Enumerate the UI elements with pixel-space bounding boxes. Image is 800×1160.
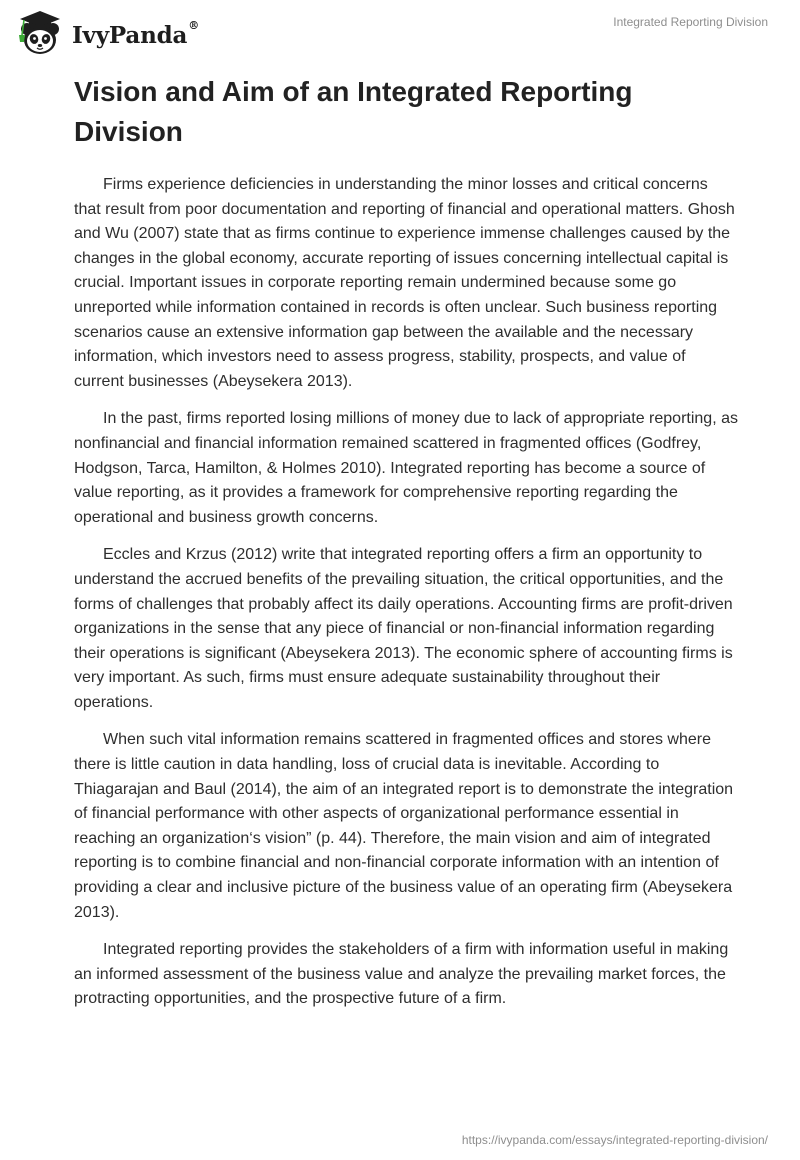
article-paragraph: When such vital information remains scattered in fragmented offices and stores where there is little caution in data handling, loss of crucial data is inevitable. According to Thiagarajan and Baul (2014), the aim of an integrated report is to demonstrate the integration of financial performance with other aspects of organizational performance essential in reaching an organization‘s vision” (p. 44). Therefore, the main vision and aim of integrated reporting is to combine financial and non-financial corporate information with an intention of providing a clear and inclusive picture of the business value of an operating firm (Abeysekera 2013). [74,731,734,921]
brand-logo[interactable] [14,8,199,58]
page-header [0,0,800,70]
article-paragraph: Eccles and Krzus (2012) write that integrated reporting offers a firm an opportunity to understand the accrued benefits of the prevailing situation, the critical opportunities, and the forms of challenges that probably affect its daily operations. Accounting firms are profit-driven organizations in the sense that any piece of financial or non-financial information regarding their operations is significant (Abeysekera 2013). The economic sphere of accounting firms is very important. As such, firms must ensure adequate sustainability throughout their operations. [74,546,733,711]
panda-graduation-cap-icon [14,8,66,58]
article-paragraph: In the past, firms reported losing millions of money due to lack of appropriate reporting, as nonfinancial and financial information remained scattered in fragmented offices (Godfrey, Hodgson, Tarca, Hamilton, & Holmes 2010). Integrated reporting has become a source of value reporting, as it provides a framework for comprehensive reporting regarding the operational and business growth concerns. [74,410,738,526]
brand-name [72,18,199,49]
registered-mark: ® [188,18,199,32]
document-header-title: Integrated Reporting Division [613,15,768,29]
brand-name-text: IvyPanda [72,21,188,49]
article-paragraph: Firms experience deficiencies in understanding the minor losses and critical concerns that result from poor documentation and reporting of financial and operational matters. Ghosh and Wu (2007) state that as firms continue to experience immense challenges caused by the changes in the global economy, accurate reporting of issues concerning intellectual capital is crucial. Important issues in corporate reporting remain undermined because some go unreported while information contained in records is often unclear. Such business reporting scenarios cause an extensive information gap between the available and the necessary information, which investors need to assess progress, stability, prospects, and value of current businesses (Abeysekera 2013). [74,176,735,390]
article-body [74,173,738,1025]
article-paragraph: Integrated reporting provides the stakeholders of a firm with information useful in making an informed assessment of the business value and analyze the prevailing market forces, the protracting opportunities, and the prospective future of a firm. [74,941,729,1008]
page-title: Vision and Aim of an Integrated Reporting Division [74,76,633,147]
source-url[interactable]: https://ivypanda.com/essays/integrated-reporting-division/ [461,1133,768,1147]
